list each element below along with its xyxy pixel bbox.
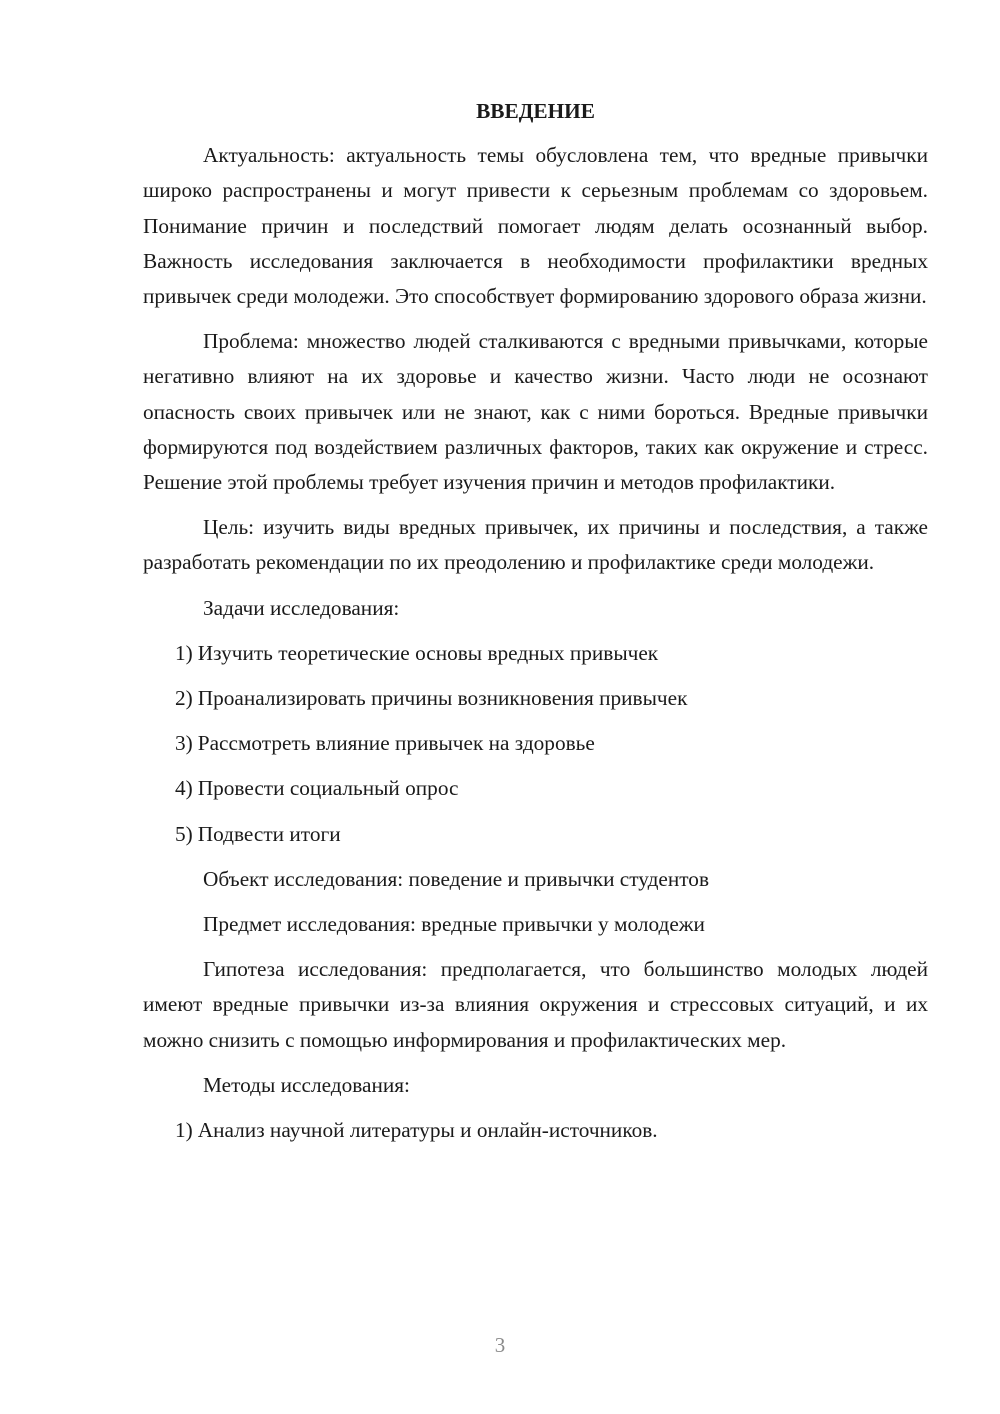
list-item-label: 1) — [175, 640, 193, 665]
list-item — [143, 726, 928, 761]
list-item-text: Анализ научной литературы и онлайн-источников. — [197, 1118, 658, 1143]
methods-title: Методы исследования: — [203, 1072, 410, 1097]
list-item-text: Рассмотреть влияние привычек на здоровье — [197, 731, 595, 756]
relevance-paragraph: Актуальность: актуальность темы обусловлена тем, что вредные привычки широко распространены и могут привести к серьезным проблемам со здоровьем. Понимание причин и последствий помогает людям делать осознанный выбор. Важность исследования заключается в необходимости профилактики вредных привычек среди молодежи. Это способствует формированию здорового образа жизни. — [143, 143, 928, 309]
list-item-text: Изучить теоретические основы вредных привычек — [197, 640, 659, 665]
list-item — [143, 817, 928, 852]
list-item — [143, 771, 928, 806]
list-item-text: Подвести итоги — [197, 821, 341, 846]
methods-list — [143, 1113, 928, 1148]
hypothesis-paragraph: Гипотеза исследования: предполагается, что большинство молодых людей имеют вредные привычки из-за влияния окружения и стрессовых ситуаций, и их можно снизить с помощью информирования и профилактических мер. — [143, 957, 928, 1052]
goal-paragraph: Цель: изучить виды вредных привычек, их причины и последствия, а также разработать рекомендации по их преодолению и профилактике среди молодежи. — [143, 515, 928, 575]
subject-line: Предмет исследования: вредные привычки у молодежи — [203, 912, 705, 937]
list-item-label: 5) — [175, 821, 193, 846]
document-page — [143, 94, 928, 1158]
page-number: 3 — [494, 1333, 506, 1357]
list-item-label: 1) — [175, 1118, 193, 1143]
list-item — [143, 636, 928, 671]
problem-paragraph: Проблема: множество людей сталкиваются с вредными привычками, которые негативно влияют на их здоровье и качество жизни. Часто люди не осознают опасность своих привычек или не знают, как с ними бороться. Вредные привычки формируются под воздействием различных факторов, таких как окружение и стресс. Решение этой проблемы требует изучения причин и методов профилактики. — [143, 329, 928, 495]
object-line: Объект исследования: поведение и привычки студентов — [203, 866, 710, 891]
list-item-text: Провести социальный опрос — [197, 776, 459, 801]
list-item — [143, 681, 928, 716]
list-item-label: 4) — [175, 776, 193, 801]
list-item-label: 3) — [175, 731, 193, 756]
list-item-label: 2) — [175, 686, 193, 711]
section-heading: ВВЕДЕНИЕ — [476, 99, 595, 123]
tasks-list — [143, 636, 928, 852]
list-item-text: Проанализировать причины возникновения привычек — [197, 686, 688, 711]
tasks-title: Задачи исследования: — [203, 595, 400, 620]
list-item — [143, 1113, 928, 1148]
